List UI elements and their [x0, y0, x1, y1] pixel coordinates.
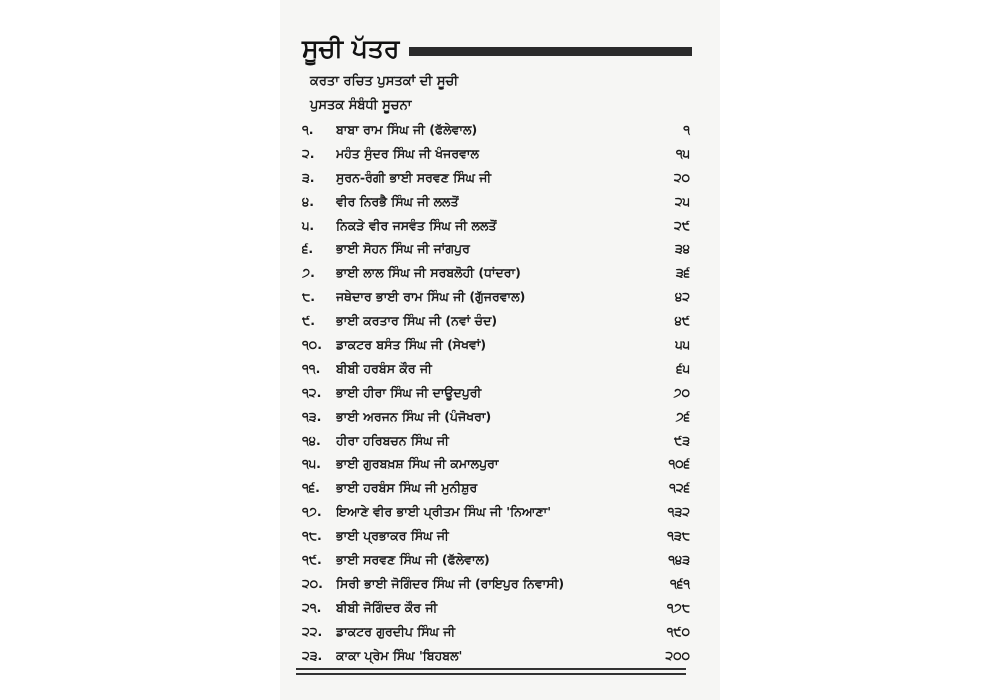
toc-entry [302, 620, 692, 644]
entry-page: ੨੦੦ [665, 647, 690, 663]
entry-page: ੧੬੧ [670, 575, 690, 591]
entry-page: ੧੭੮ [666, 599, 690, 615]
entry-page: ੨੯ [674, 217, 690, 233]
entry-page: ੧੫ [675, 145, 690, 161]
intro-line: ਪੁਸਤਕ ਸੰਬੰਧੀ ਸੂਚਨਾ [310, 98, 412, 113]
entry-title: ਬਾਬਾ ਰਾਮ ਸਿੰਘ ਜੀ (ਫੱਲੇਵਾਲ) [336, 121, 478, 137]
entry-number: ੧. [302, 121, 314, 137]
entry-title: ਹੀਰਾ ਹਰਿਬਚਨ ਸਿੰਘ ਜੀ [336, 432, 449, 448]
entry-number: ੧੫. [302, 456, 321, 472]
entry-number: ੪. [302, 193, 314, 209]
toc-entry [302, 166, 692, 190]
entry-number: ੭. [302, 265, 315, 281]
entry-title: ਭਾਈ ਸੋਹਨ ਸਿੰਘ ਜੀ ਜਾਂਗਪੁਰ [336, 241, 470, 257]
bottom-rule [296, 668, 686, 678]
toc-entry [302, 214, 692, 238]
entry-title: ਭਾਈ ਸਰਵਣ ਸਿੰਘ ਜੀ (ਫੱਲੇਵਾਲ) [336, 551, 490, 567]
toc-entry [302, 452, 692, 476]
entry-page: ੧ [683, 121, 690, 137]
entry-number: ੧੩. [302, 408, 322, 424]
toc-entry [302, 476, 692, 500]
entry-page: ੫੫ [675, 336, 690, 352]
entry-page: ੭੬ [675, 408, 690, 424]
entry-number: ੯. [302, 313, 315, 329]
entry-title: ਇਆਣੇ ਵੀਰ ਭਾਈ ਪ੍ਰੀਤਮ ਸਿੰਘ ਜੀ 'ਨਿਆਣਾ' [336, 504, 552, 520]
bottom-rule-line [296, 668, 686, 670]
entry-title: ਸਿਰੀ ਭਾਈ ਜੋਗਿੰਦਰ ਸਿੰਘ ਜੀ (ਰਾਇਪੁਰ ਨਿਵਾਸੀ) [336, 575, 565, 591]
entry-number: ੧੯. [302, 551, 322, 567]
entry-title: ਭਾਈ ਪ੍ਰਭਾਕਰ ਸਿੰਘ ਜੀ [336, 528, 449, 544]
toc-entry [302, 429, 692, 453]
bottom-rule-line [296, 673, 686, 675]
entry-number: ੫. [302, 217, 315, 233]
entry-page: ੩੬ [675, 265, 690, 281]
entry-title: ਸੁਰਨ-ਰੰਗੀ ਭਾਈ ਸਰਵਣ ਸਿੰਘ ਜੀ [336, 169, 492, 185]
entry-page: ੪੯ [674, 313, 690, 329]
entry-page: ੧੪੩ [668, 551, 690, 567]
toc-entry [302, 500, 692, 524]
entry-title: ਭਾਈ ਅਰਜਨ ਸਿੰਘ ਜੀ (ਪੰਜੋਖਰਾ) [336, 408, 492, 424]
toc-entry [302, 572, 692, 596]
toc-entry [302, 381, 692, 405]
entry-number: ੩. [302, 169, 315, 185]
entry-page: ੧੩੨ [667, 504, 690, 520]
toc-entry [302, 405, 692, 429]
toc-entry [302, 333, 692, 357]
entry-page: ੭੦ [673, 384, 690, 400]
entry-number: ੧੪. [302, 432, 321, 448]
toc-entry [302, 261, 692, 285]
entry-title: ਭਾਈ ਹੀਰਾ ਸਿੰਘ ਜੀ ਦਾਊਦਪੁਰੀ [336, 384, 482, 400]
entry-page: ੪੨ [675, 289, 690, 305]
entry-number: ੮. [302, 289, 316, 305]
entry-number: ੧੦. [302, 336, 322, 352]
entry-page: ੯੩ [674, 432, 690, 448]
entry-title: ਭਾਈ ਕਰਤਾਰ ਸਿੰਘ ਜੀ (ਨਵਾਂ ਚੰਦ) [336, 313, 498, 329]
entry-title: ਨਿਕੜੇ ਵੀਰ ਜਸਵੰਤ ਸਿੰਘ ਜੀ ਲਲਤੋਂ [336, 217, 497, 233]
table-of-contents [302, 32, 692, 667]
entry-title: ਵੀਰ ਨਿਰਭੈ ਸਿੰਘ ਜੀ ਲਲਤੋਂ [336, 193, 459, 209]
entry-number: ੧੮. [302, 528, 322, 544]
toc-entry [302, 285, 692, 309]
heading-rule [409, 47, 692, 56]
toc-entry [302, 548, 692, 572]
toc-entry [302, 142, 692, 166]
entry-page: ੬੫ [676, 360, 690, 376]
entry-number: ੨੧. [302, 599, 322, 615]
entry-number: ੨੩. [302, 647, 323, 663]
toc-entry [302, 309, 692, 333]
entry-title: ਕਾਕਾ ਪ੍ਰੇਮ ਸਿੰਘ 'ਬਿਹਬਲ' [336, 647, 463, 663]
entry-number: ੧੭. [302, 504, 322, 520]
intro-lines [302, 70, 692, 118]
entry-number: ੨. [302, 145, 315, 161]
entry-title: ਡਾਕਟਰ ਬਸੰਤ ਸਿੰਘ ਜੀ (ਸੇਖਵਾਂ) [336, 336, 487, 352]
entry-number: ੨੦. [302, 575, 323, 591]
entry-title: ਭਾਈ ਲਾਲ ਸਿੰਘ ਜੀ ਸਰਬਲੋਹੀ (ਧਾਂਦਰਾ) [336, 265, 521, 281]
toc-entry [302, 596, 692, 620]
page-title: ਸੂਚੀ ਪੱਤਰ [302, 34, 400, 63]
entry-title: ਭਾਈ ਹਰਬੰਸ ਸਿੰਘ ਜੀ ਮੁਨੀਸ਼ੁਰ [336, 480, 478, 496]
entry-number: ੨੨. [302, 623, 323, 639]
toc-entry [302, 524, 692, 548]
entry-page: ੩੪ [675, 241, 690, 257]
entry-title: ਮਹੰਤ ਸੁੰਦਰ ਸਿੰਘ ਜੀ ਖੰਜਰਵਾਲ [336, 145, 479, 161]
entry-page: ੨੦ [673, 169, 690, 185]
toc-entry [302, 118, 692, 142]
toc-entries [302, 118, 692, 667]
entry-page: ੧੨੬ [669, 480, 690, 496]
entry-title: ਡਾਕਟਰ ਗੁਰਦੀਪ ਸਿੰਘ ਜੀ [336, 623, 456, 639]
heading-row [302, 32, 692, 66]
entry-title: ਬੀਬੀ ਜੋਗਿੰਦਰ ਕੌਰ ਜੀ [336, 599, 438, 615]
entry-page: ੧੦੬ [668, 456, 690, 472]
entry-title: ਜਥੇਦਾਰ ਭਾਈ ਰਾਮ ਸਿੰਘ ਜੀ (ਗੁੱਜਰਵਾਲ) [336, 289, 526, 305]
toc-entry [302, 357, 692, 381]
toc-entry [302, 237, 692, 261]
toc-entry [302, 644, 692, 668]
entry-title: ਬੀਬੀ ਹਰਬੰਸ ਕੌਰ ਜੀ [336, 360, 432, 376]
entry-number: ੬. [302, 241, 314, 257]
intro-line: ਕਰਤਾ ਰਚਿਤ ਪੁਸਤਕਾਂ ਦੀ ਸੂਚੀ [310, 74, 459, 89]
entry-number: ੧੬. [302, 480, 320, 496]
toc-entry [302, 190, 692, 214]
entry-page: ੧੩੮ [667, 528, 690, 544]
entry-page: ੧੯੦ [666, 623, 690, 639]
entry-title: ਭਾਈ ਗੁਰਬਖ਼ਸ਼ ਸਿੰਘ ਜੀ ਕਮਾਲਪੁਰਾ [336, 456, 499, 472]
entry-page: ੨੫ [674, 193, 690, 209]
entry-number: ੧੧. [302, 360, 321, 376]
entry-number: ੧੨. [302, 384, 322, 400]
